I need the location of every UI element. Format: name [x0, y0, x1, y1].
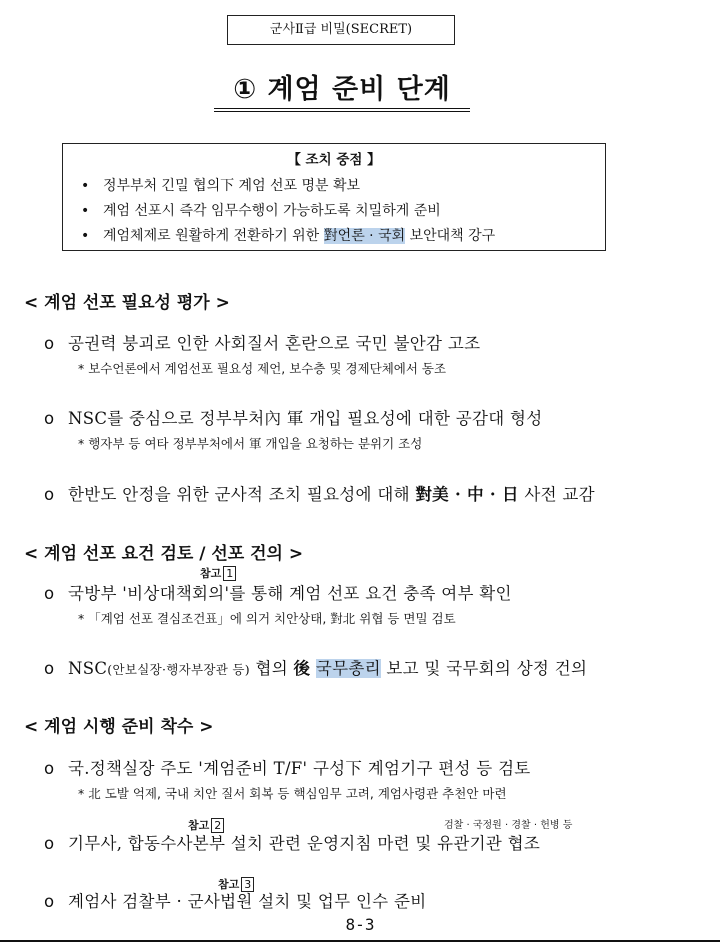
section-heading-requirements: < 계엄 선포 요건 검토 / 선포 건의 > — [24, 544, 304, 564]
list-item — [44, 888, 426, 912]
item-text: 기무사, 합동수사본부 설치 관련 운영지침 마련 및 유관기관 협조 — [68, 834, 541, 853]
reference-number: 1 — [223, 566, 236, 581]
item-text: 사전 교감 — [518, 485, 595, 504]
item-text: 국방부 '비상대책회의'를 통해 계엄 선포 요건 충족 여부 확인 — [68, 584, 512, 603]
bullet-o: o — [44, 834, 55, 853]
bullet-o: o — [44, 409, 55, 428]
item-note: * 北 도발 억제, 국내 치안 질서 회복 등 핵심임무 고려, 계엄사령관 추천안 마련 — [78, 786, 507, 801]
item-text-emphasis: 後 — [293, 659, 311, 678]
agencies-annotation: 검찰 · 국정원 · 경찰 · 헌병 등 — [444, 820, 573, 831]
item-text: NSC를 중심으로 정부부처內 軍 개입 필요성에 대한 공감대 형성 — [68, 409, 543, 428]
list-item — [44, 580, 512, 604]
bullet-dot: • — [81, 203, 90, 219]
bullet-o: o — [44, 485, 55, 504]
list-item — [44, 405, 542, 429]
list-item — [44, 330, 480, 354]
item-note: * 「계엄 선포 결심조건표」에 의거 치안상태, 對北 위협 등 면밀 검토 — [78, 611, 456, 626]
list-item — [44, 830, 540, 854]
bullet-o: o — [44, 334, 55, 353]
reference-number: 2 — [211, 818, 224, 833]
item-note: * 행자부 등 여타 정부부처에서 軍 개입을 요청하는 분위기 조성 — [78, 436, 423, 451]
item-text: 공권력 붕괴로 인한 사회질서 혼란으로 국민 불안감 고조 — [68, 334, 481, 353]
list-item — [44, 755, 531, 779]
bullet-o: o — [44, 892, 55, 911]
item-text: 협의 — [249, 659, 294, 678]
item-text: 보고 및 국무회의 상정 건의 — [380, 659, 588, 678]
highlighted-text: 對언론 · 국회 — [323, 228, 406, 244]
list-item — [44, 655, 587, 679]
bullet-o: o — [44, 584, 55, 603]
focus-item — [81, 175, 360, 195]
reference-label: 참고 — [218, 878, 240, 891]
focus-item-text: 계엄체제로 원활하게 전환하기 위한 對언론 · 국회 보안대책 강구 — [103, 228, 496, 244]
focus-item — [81, 225, 495, 245]
action-focus-box — [62, 143, 606, 251]
page-number: 8-3 — [345, 915, 375, 934]
bullet-o: o — [44, 659, 55, 678]
item-text: 국.정책실장 주도 '계엄준비 T/F' 구성下 계엄기구 편성 등 검토 — [68, 759, 531, 778]
reference-label: 참고 — [188, 819, 210, 832]
item-text: 한반도 안정을 위한 군사적 조치 필요성에 대해 — [68, 485, 416, 504]
footer-divider — [0, 940, 720, 942]
focus-item-text: 정부부처 긴밀 협의下 계엄 선포 명분 확보 — [103, 178, 361, 194]
item-text: NSC — [68, 659, 108, 678]
list-item — [44, 481, 595, 505]
classification-label: 군사Ⅱ급 비밀(SECRET) — [227, 15, 455, 45]
reference-number: 3 — [241, 877, 254, 892]
bullet-dot: • — [81, 178, 90, 194]
focus-item — [81, 200, 441, 220]
page-title: ① 계엄 준비 단계 — [214, 68, 470, 112]
reference-tag — [200, 565, 236, 581]
bullet-dot: • — [81, 228, 90, 244]
section-heading-preparation: < 계엄 시행 준비 착수 > — [24, 717, 214, 737]
section-heading-necessity: < 계엄 선포 필요성 평가 > — [24, 293, 230, 313]
item-text: 계엄사 검찰부 · 군사법원 설치 및 업무 인수 준비 — [68, 892, 427, 911]
reference-label: 참고 — [200, 567, 222, 580]
highlighted-text: 국무총리 — [315, 659, 381, 678]
bullet-o: o — [44, 759, 55, 778]
item-text-small: (안보실장·행자부장관 등) — [107, 662, 250, 677]
item-text-emphasis: 對美 · 中 · 日 — [415, 485, 519, 504]
item-note: * 보수언론에서 계엄선포 필요성 제언, 보수층 및 경제단체에서 동조 — [78, 361, 447, 376]
focus-box-title: 【 조치 중점 】 — [287, 152, 381, 168]
focus-item-text: 계엄 선포시 즉각 임무수행이 가능하도록 치밀하게 준비 — [103, 203, 441, 219]
